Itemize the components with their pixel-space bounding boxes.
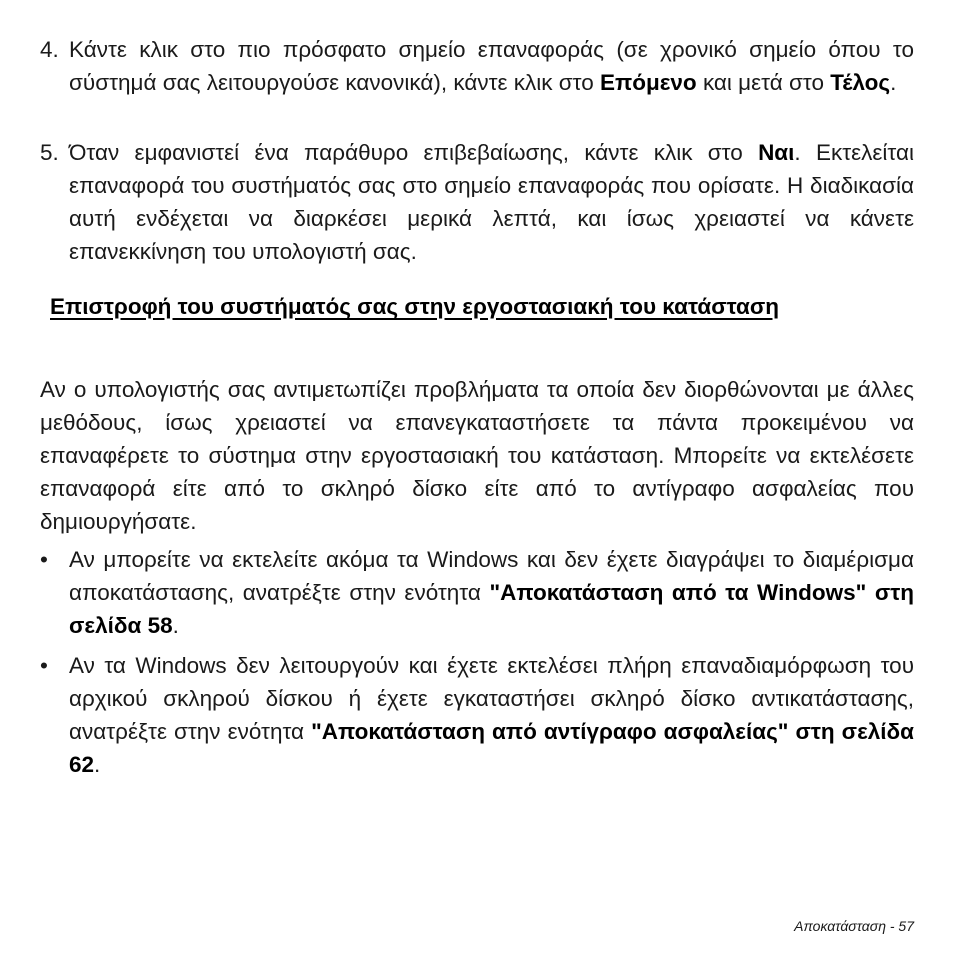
bullet-text: Αν μπορείτε να εκτελείτε ακόμα τα Windows και δεν έχετε διαγράψει το διαμέρισμα αποκατάστασης, ανατρέξτε στην ενότητα "Αποκατάσταση από τα Windows" στη σελίδα 58. <box>69 547 914 638</box>
bullet-icon: • <box>40 547 48 572</box>
step-5 <box>40 136 914 268</box>
bullet-item <box>40 649 914 781</box>
step-number: 5. <box>40 140 59 165</box>
next-button-label: Επόμενο <box>600 70 697 95</box>
yes-button-label: Ναι <box>758 140 795 165</box>
step-4 <box>40 33 914 99</box>
bullet-icon: • <box>40 653 48 678</box>
cross-reference-link[interactable]: "Αποκατάσταση από αντίγραφο ασφαλείας" στη σελίδα 62 <box>69 719 914 777</box>
cross-reference-link[interactable]: "Αποκατάσταση από τα Windows" στη σελίδα 58 <box>69 580 914 638</box>
step-text: Κάντε κλικ στο πιο πρόσφατο σημείο επαναφοράς (σε χρονικό σημείο όπου το σύστημά σας λειτουργούσε κανονικά), κάντε κλικ στο Επόμενο και μετά στο Τέλος. <box>69 37 914 95</box>
section-paragraph: Αν ο υπολογιστής σας αντιμετωπίζει προβλήματα τα οποία δεν διορθώνονται με άλλες μεθόδους, ίσως χρειαστεί να επανεγκαταστήσετε τα πάντα προκειμένου να επαναφέρετε το σύστημα στην εργοστασιακή του κατάσταση. Μπορείτε να εκτελέσετε επαναφορά είτε από το σκληρό δίσκο είτε από το αντίγραφο ασφαλείας που δημιουργήσατε. <box>40 377 914 534</box>
bullet-text: Αν τα Windows δεν λειτουργούν και έχετε εκτελέσει πλήρη επαναδιαμόρφωση του αρχικού σκληρού δίσκου ή έχετε εγκαταστήσει σκληρό δίσκο αντικατάστασης, ανατρέξτε στην ενότητα "Αποκατάσταση από αντίγραφο ασφαλείας" στη σελίδα 62. <box>69 653 914 777</box>
step-text: Όταν εμφανιστεί ένα παράθυρο επιβεβαίωσης, κάντε κλικ στο Ναι. Εκτελείται επαναφορά του συστήματός σας στο σημείο επαναφοράς που ορίσατε. Η διαδικασία αυτή ενδέχεται να διαρκέσει μερικά λεπτά, και ίσως χρειαστεί να κάνετε επανεκκίνηση του υπολογιστή σας. <box>69 140 914 264</box>
page-footer <box>794 918 914 934</box>
step-number: 4. <box>40 37 59 62</box>
finish-button-label: Τέλος <box>830 70 891 95</box>
footer-section-name: Αποκατάσταση - <box>794 918 895 934</box>
bullet-item <box>40 543 914 642</box>
section-heading: Επιστροφή του συστήματός σας στην εργοστασιακή του κατάσταση <box>50 294 779 319</box>
page-number: 57 <box>898 918 914 934</box>
